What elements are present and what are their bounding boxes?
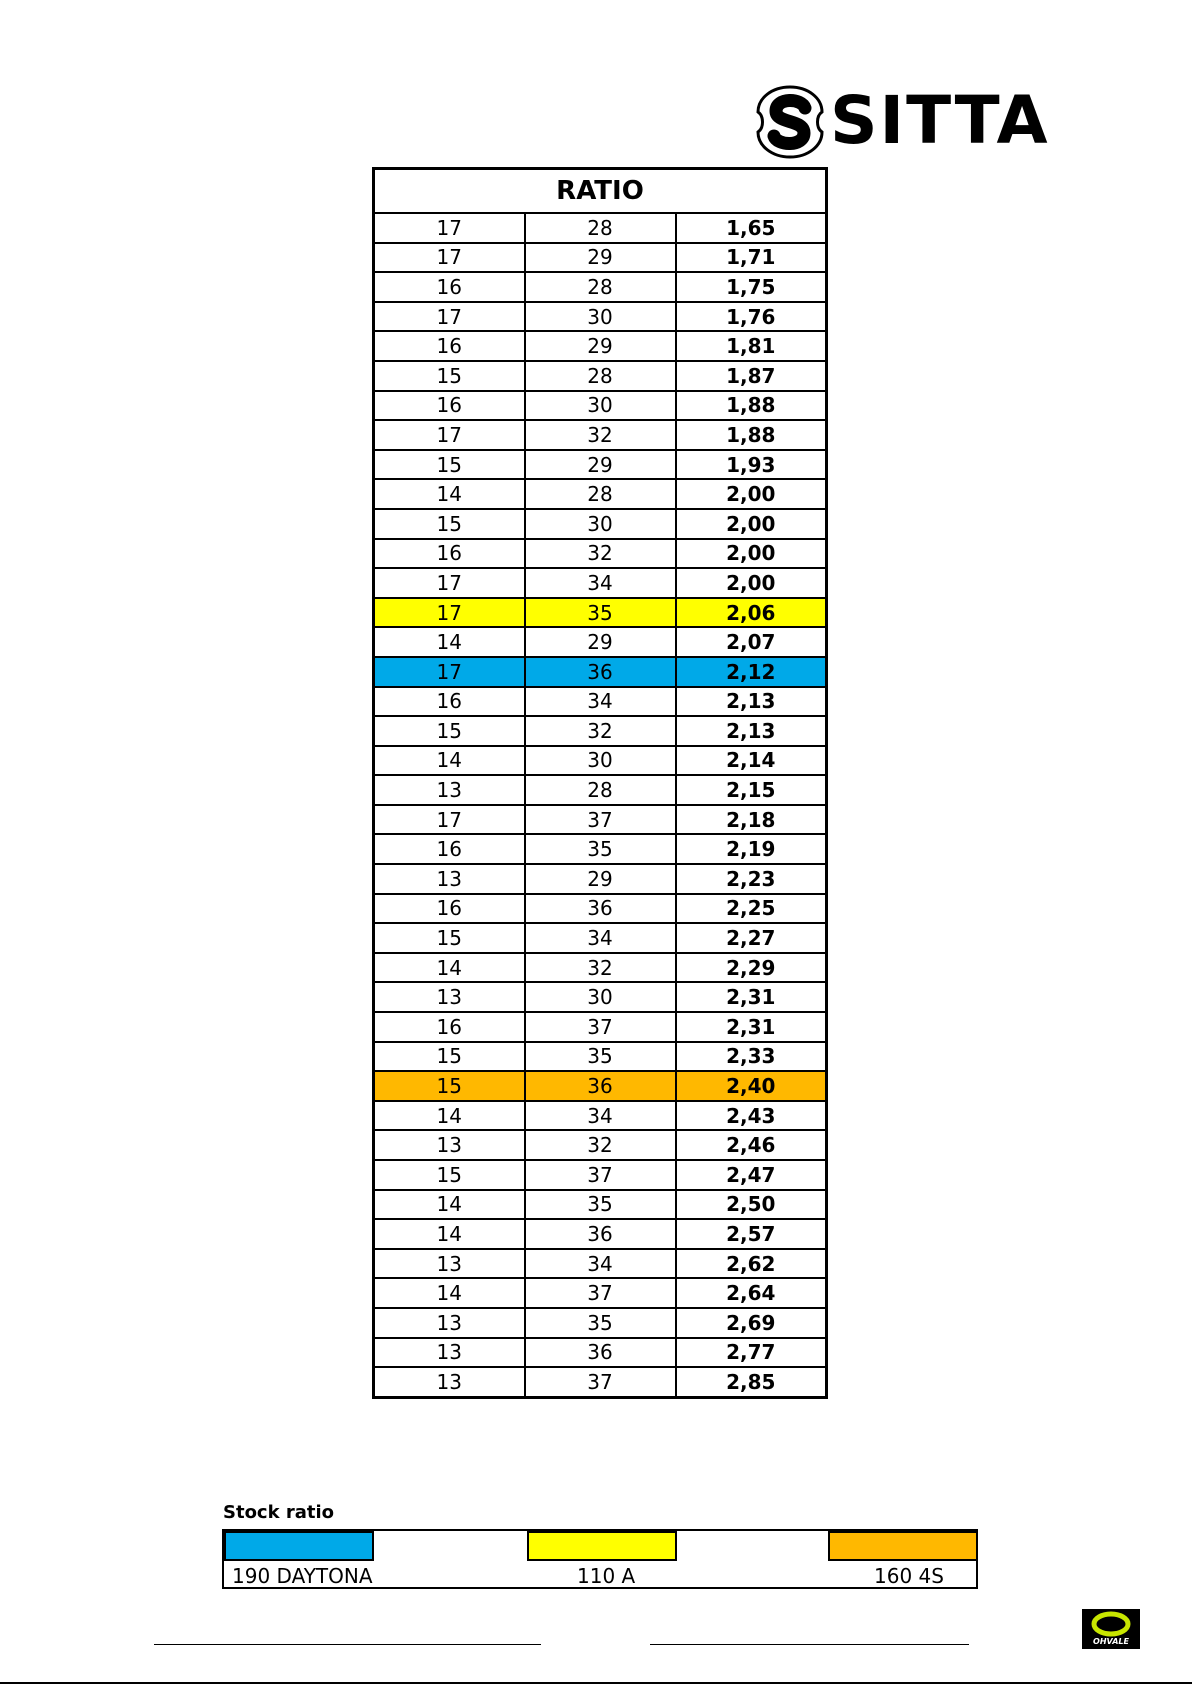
- cell-ratio: 2,46: [676, 1130, 827, 1160]
- cell-ratio: 2,12: [676, 657, 827, 687]
- cell-teeth-a: 17: [374, 805, 525, 835]
- cell-ratio: 1,93: [676, 450, 827, 480]
- cell-ratio: 2,00: [676, 479, 827, 509]
- cell-teeth-a: 16: [374, 272, 525, 302]
- sitta-s-emblem-icon: [750, 84, 830, 160]
- table-row: [374, 953, 827, 983]
- table-row: [374, 1308, 827, 1338]
- table-row: [374, 391, 827, 421]
- cell-ratio: 2,14: [676, 746, 827, 776]
- table-row: [374, 746, 827, 776]
- cell-teeth-b: 32: [525, 420, 676, 450]
- legend-label-110a: 110 A: [577, 1564, 636, 1588]
- legend-swatch-110a: [527, 1531, 677, 1561]
- cell-teeth-b: 37: [525, 805, 676, 835]
- table-row: [374, 923, 827, 953]
- cell-teeth-a: 14: [374, 746, 525, 776]
- cell-ratio: 2,40: [676, 1071, 827, 1101]
- cell-teeth-a: 15: [374, 509, 525, 539]
- cell-ratio: 2,18: [676, 805, 827, 835]
- cell-teeth-a: 16: [374, 331, 525, 361]
- sitta-logo: [750, 82, 1050, 160]
- cell-teeth-a: 14: [374, 627, 525, 657]
- cell-teeth-b: 37: [525, 1278, 676, 1308]
- cell-teeth-a: 15: [374, 923, 525, 953]
- cell-teeth-a: 17: [374, 657, 525, 687]
- cell-teeth-a: 13: [374, 982, 525, 1012]
- cell-ratio: 2,13: [676, 716, 827, 746]
- cell-ratio: 1,75: [676, 272, 827, 302]
- cell-teeth-a: 13: [374, 775, 525, 805]
- cell-teeth-b: 32: [525, 1130, 676, 1160]
- cell-teeth-b: 30: [525, 302, 676, 332]
- stock-ratio-legend: [222, 1529, 978, 1589]
- cell-ratio: 2,43: [676, 1101, 827, 1131]
- legend-swatch-160-4s: [828, 1531, 978, 1561]
- cell-ratio: 2,31: [676, 982, 827, 1012]
- cell-teeth-b: 34: [525, 687, 676, 717]
- cell-teeth-b: 36: [525, 1071, 676, 1101]
- cell-ratio: 2,07: [676, 627, 827, 657]
- cell-ratio: 1,81: [676, 331, 827, 361]
- cell-teeth-b: 28: [525, 775, 676, 805]
- cell-teeth-a: 17: [374, 243, 525, 273]
- cell-teeth-b: 32: [525, 716, 676, 746]
- cell-teeth-a: 15: [374, 1071, 525, 1101]
- cell-teeth-b: 28: [525, 272, 676, 302]
- cell-ratio: 2,13: [676, 687, 827, 717]
- cell-teeth-b: 28: [525, 213, 676, 243]
- cell-ratio: 2,69: [676, 1308, 827, 1338]
- cell-teeth-b: 32: [525, 539, 676, 569]
- cell-ratio: 1,65: [676, 213, 827, 243]
- table-row: [374, 302, 827, 332]
- cell-teeth-b: 28: [525, 361, 676, 391]
- table-row: [374, 213, 827, 243]
- cell-teeth-a: 14: [374, 953, 525, 983]
- cell-teeth-b: 35: [525, 834, 676, 864]
- table-row: [374, 1101, 827, 1131]
- cell-teeth-a: 13: [374, 1367, 525, 1397]
- cell-ratio: 2,77: [676, 1338, 827, 1368]
- cell-teeth-a: 14: [374, 1101, 525, 1131]
- cell-teeth-a: 13: [374, 1308, 525, 1338]
- table-row: [374, 775, 827, 805]
- legend-label-160-4s: 160 4S: [874, 1564, 944, 1588]
- cell-ratio: 2,00: [676, 509, 827, 539]
- cell-ratio: 2,85: [676, 1367, 827, 1397]
- cell-ratio: 2,15: [676, 775, 827, 805]
- cell-ratio: 1,71: [676, 243, 827, 273]
- cell-teeth-b: 30: [525, 391, 676, 421]
- cell-teeth-b: 37: [525, 1367, 676, 1397]
- cell-ratio: 2,47: [676, 1160, 827, 1190]
- ohvale-logo: [1082, 1609, 1140, 1649]
- table-row: [374, 420, 827, 450]
- ratio-table: [372, 167, 828, 1399]
- cell-teeth-a: 16: [374, 539, 525, 569]
- cell-teeth-a: 16: [374, 894, 525, 924]
- legend-label-daytona: 190 DAYTONA: [232, 1564, 373, 1588]
- cell-teeth-b: 28: [525, 479, 676, 509]
- cell-ratio: 2,25: [676, 894, 827, 924]
- cell-ratio: 1,88: [676, 420, 827, 450]
- table-row: [374, 1219, 827, 1249]
- cell-teeth-b: 34: [525, 568, 676, 598]
- cell-teeth-b: 34: [525, 923, 676, 953]
- cell-ratio: 2,00: [676, 568, 827, 598]
- cell-teeth-a: 13: [374, 1130, 525, 1160]
- table-row: [374, 1160, 827, 1190]
- cell-teeth-a: 15: [374, 716, 525, 746]
- cell-ratio: 2,31: [676, 1012, 827, 1042]
- table-row: [374, 539, 827, 569]
- table-row: [374, 687, 827, 717]
- table-row: [374, 834, 827, 864]
- cell-ratio: 2,19: [676, 834, 827, 864]
- cell-teeth-b: 30: [525, 746, 676, 776]
- ohvale-ring-icon: [1082, 1609, 1140, 1639]
- table-row: [374, 657, 827, 687]
- cell-teeth-b: 36: [525, 657, 676, 687]
- cell-teeth-b: 34: [525, 1249, 676, 1279]
- cell-teeth-a: 13: [374, 1338, 525, 1368]
- cell-teeth-b: 29: [525, 450, 676, 480]
- cell-ratio: 2,33: [676, 1042, 827, 1072]
- cell-teeth-a: 17: [374, 302, 525, 332]
- table-row: [374, 805, 827, 835]
- cell-ratio: 2,29: [676, 953, 827, 983]
- table-row: [374, 1190, 827, 1220]
- table-row: [374, 479, 827, 509]
- cell-teeth-a: 14: [374, 1278, 525, 1308]
- cell-teeth-b: 36: [525, 1338, 676, 1368]
- cell-teeth-b: 37: [525, 1160, 676, 1190]
- cell-teeth-b: 37: [525, 1012, 676, 1042]
- cell-teeth-b: 32: [525, 953, 676, 983]
- table-row: [374, 982, 827, 1012]
- cell-teeth-a: 15: [374, 1160, 525, 1190]
- cell-teeth-b: 35: [525, 598, 676, 628]
- cell-teeth-a: 14: [374, 1190, 525, 1220]
- table-row: [374, 272, 827, 302]
- signature-line-right: [650, 1644, 969, 1645]
- cell-teeth-a: 16: [374, 391, 525, 421]
- cell-teeth-a: 16: [374, 687, 525, 717]
- cell-ratio: 2,64: [676, 1278, 827, 1308]
- table-row: [374, 1130, 827, 1160]
- table-row: [374, 864, 827, 894]
- cell-teeth-b: 35: [525, 1308, 676, 1338]
- cell-teeth-a: 17: [374, 420, 525, 450]
- table-row: [374, 509, 827, 539]
- table-row: [374, 568, 827, 598]
- cell-ratio: 1,76: [676, 302, 827, 332]
- table-row: [374, 1278, 827, 1308]
- table-row: [374, 1338, 827, 1368]
- cell-ratio: 2,00: [676, 539, 827, 569]
- cell-teeth-a: 15: [374, 450, 525, 480]
- cell-teeth-b: 29: [525, 331, 676, 361]
- cell-teeth-a: 13: [374, 1249, 525, 1279]
- cell-ratio: 2,27: [676, 923, 827, 953]
- table-row: [374, 894, 827, 924]
- cell-teeth-a: 17: [374, 213, 525, 243]
- signature-line-left: [154, 1644, 541, 1645]
- table-title: RATIO: [374, 169, 827, 214]
- cell-teeth-b: 30: [525, 509, 676, 539]
- cell-teeth-a: 17: [374, 568, 525, 598]
- cell-teeth-a: 17: [374, 598, 525, 628]
- cell-teeth-a: 15: [374, 361, 525, 391]
- cell-teeth-b: 29: [525, 864, 676, 894]
- legend-title: Stock ratio: [223, 1502, 335, 1523]
- cell-teeth-b: 29: [525, 627, 676, 657]
- page-bottom-rule: [0, 1682, 1192, 1684]
- cell-ratio: 2,06: [676, 598, 827, 628]
- cell-teeth-a: 16: [374, 834, 525, 864]
- cell-ratio: 1,87: [676, 361, 827, 391]
- table-row: [374, 598, 827, 628]
- table-row: [374, 1367, 827, 1397]
- cell-teeth-a: 16: [374, 1012, 525, 1042]
- cell-teeth-b: 36: [525, 1219, 676, 1249]
- table-row: [374, 361, 827, 391]
- table-row: [374, 1071, 827, 1101]
- table-row: [374, 450, 827, 480]
- table-row: [374, 1249, 827, 1279]
- cell-ratio: 2,62: [676, 1249, 827, 1279]
- cell-ratio: 1,88: [676, 391, 827, 421]
- legend-swatch-daytona: [224, 1531, 374, 1561]
- table-row: [374, 716, 827, 746]
- table-row: [374, 243, 827, 273]
- brand-name: SITTA: [830, 82, 1050, 159]
- table-row: [374, 627, 827, 657]
- ohvale-wordmark: OHVALE: [1093, 1637, 1129, 1646]
- table-row: [374, 1042, 827, 1072]
- cell-teeth-a: 14: [374, 479, 525, 509]
- cell-teeth-b: 35: [525, 1042, 676, 1072]
- cell-ratio: 2,57: [676, 1219, 827, 1249]
- cell-ratio: 2,50: [676, 1190, 827, 1220]
- cell-teeth-b: 30: [525, 982, 676, 1012]
- table-row: [374, 1012, 827, 1042]
- cell-ratio: 2,23: [676, 864, 827, 894]
- table-row: [374, 331, 827, 361]
- cell-teeth-b: 36: [525, 894, 676, 924]
- cell-teeth-a: 15: [374, 1042, 525, 1072]
- cell-teeth-a: 13: [374, 864, 525, 894]
- cell-teeth-b: 29: [525, 243, 676, 273]
- cell-teeth-b: 35: [525, 1190, 676, 1220]
- cell-teeth-a: 14: [374, 1219, 525, 1249]
- cell-teeth-b: 34: [525, 1101, 676, 1131]
- ratio-table-body: [374, 213, 827, 1397]
